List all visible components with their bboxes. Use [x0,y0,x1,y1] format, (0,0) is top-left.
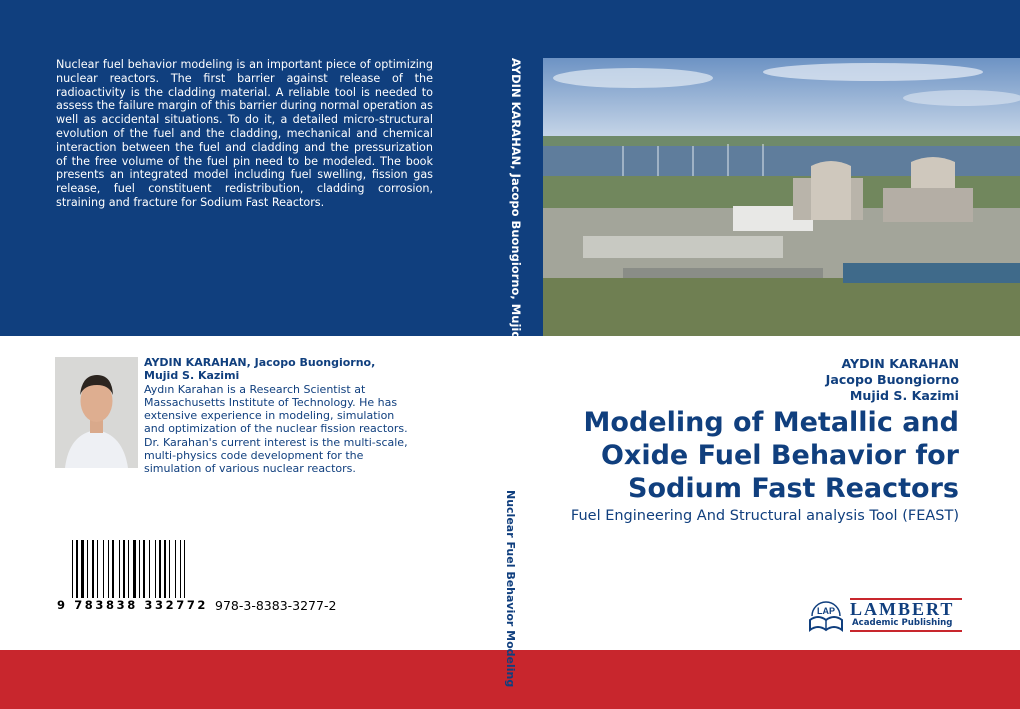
barcode [70,540,200,600]
title-line-1: Modeling of Metallic and [583,407,959,438]
title-line-2: Oxide Fuel Behavior for [600,440,959,471]
author-portrait [55,357,138,468]
publisher-rule-bottom [850,630,962,632]
front-author-1: AYDIN KARAHAN [841,356,959,371]
publisher-logo [806,598,964,634]
barcode-digits: 9 783838 332772 [57,598,209,612]
isbn-number: 978-3-8383-3277-2 [215,598,337,613]
back-cover-blurb: Nuclear fuel behavior modeling is an important piece of optimizing nuclear reactors. The first barrier against release of the radioactivity is the cladding material. A reliable tool is needed to assess the failure margin of this barrier during normal operation as well as accidental situations. To do it, a detailed micro-structural evolution of the fuel and the cladding, mechanical and chemical interaction between the fuel and cladding and the pressurization of the free volume of the fuel pin need to be modeled. The book presents an integrated model including fuel swelling, fission gas release, fuel constituent redistribution, cladding corrosion, straining and fracture for Sodium Fast Reactors. [56,58,433,209]
svg-text:LAP: LAP [817,606,835,616]
front-author-3: Mujid S. Kazimi [849,388,959,403]
bio-author-names: AYDIN KARAHAN, Jacopo Buongiorno, Mujid S. Kazimi [144,356,376,383]
title-line-3: Sodium Fast Reactors [628,473,959,504]
author-bio [144,356,412,476]
spine-title [500,490,520,688]
front-authors [826,356,959,404]
publisher-name: LAMBERT [850,599,955,619]
lap-book-icon [806,598,846,634]
spine-title-text: Nuclear Fuel Behavior Modeling [504,490,517,688]
publisher-tagline: Academic Publishing [852,618,953,628]
spine-authors-text: AYDIN KARAHAN, Jacopo Buongiorno, Mujid S. Kazimi [509,58,523,404]
bio-text: Aydın Karahan is a Research Scientist at Massachusetts Institute of Technology. He has extensive experience in modeling, simulation and optimization of the nuclear fission reactors. Dr. Karahan's current interest is the multi-scale, multi-physics code development for the simulation of various nuclear reactors. [144,382,408,476]
spine-authors [503,58,523,404]
front-author-2: Jacopo Buongiorno [825,372,959,387]
power-plant-photo [543,58,1020,336]
book-title [539,406,959,505]
book-subtitle: Fuel Engineering And Structural analysis Tool (FEAST) [570,508,959,524]
